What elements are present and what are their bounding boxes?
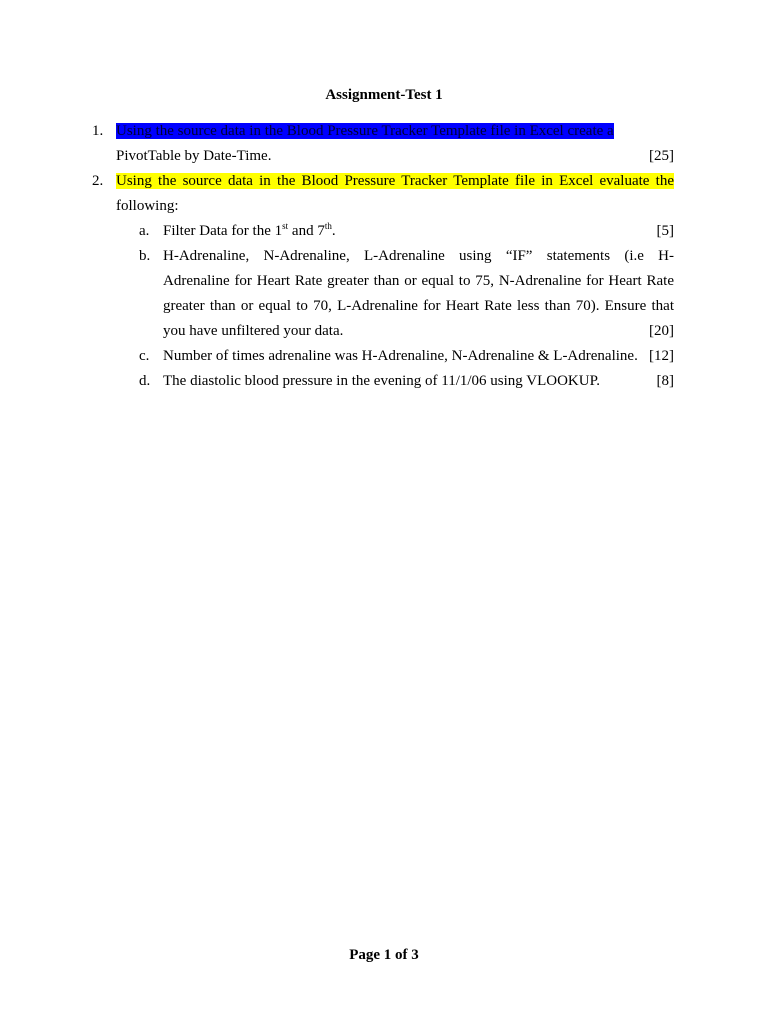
question-2b-line-1: H-Adrenaline, N-Adrenaline, L-Adrenaline using “IF” statements (i.e H-	[163, 248, 674, 264]
question-2c-marks: [12]	[649, 348, 674, 364]
question-2-line-1	[116, 171, 674, 191]
page-footer: Page 1 of 3	[349, 947, 419, 963]
question-2a-marks: [5]	[656, 223, 674, 239]
question-2a-text-part: .	[331, 223, 336, 239]
question-1-line-1	[116, 121, 674, 141]
question-2c-letter: c.	[139, 348, 150, 364]
document-title: Assignment-Test 1	[325, 87, 443, 103]
question-2b-letter: b.	[139, 248, 151, 264]
question-2d-text: The diastolic blood pressure in the evening of 11/1/06 using VLOOKUP.	[163, 373, 601, 389]
question-1-marks: [25]	[649, 148, 674, 164]
question-2b-line-4: you have unfiltered your data.	[163, 323, 344, 339]
superscript-st: st	[282, 221, 289, 231]
question-2b-marks: [20]	[649, 323, 674, 339]
question-2a-text-part: Filter Data for the 1	[163, 223, 283, 239]
question-2a-text	[163, 221, 674, 241]
question-2b-line-3: greater than or equal to 70, L-Adrenaline for Heart Rate less than 70). Ensure that	[163, 298, 674, 314]
question-2-line-2: following:	[116, 198, 179, 214]
question-2d-marks: [8]	[656, 373, 674, 389]
question-2-highlighted-text: Using the source data in the Blood Pressure Tracker Template file in Excel evaluate the	[116, 173, 674, 189]
superscript-th: th	[324, 221, 332, 231]
question-2-number: 2.	[92, 173, 104, 189]
question-1-highlighted-text: Using the source data in the Blood Pressure Tracker Template file in Excel create a	[116, 123, 614, 139]
question-1-line-2: PivotTable by Date-Time.	[116, 148, 272, 164]
question-2d-letter: d.	[139, 373, 151, 389]
question-2b-line-2: Adrenaline for Heart Rate greater than or equal to 75, N-Adrenaline for Heart Rate	[163, 273, 674, 289]
question-2a-text-part: and 7	[288, 223, 325, 239]
question-1-number: 1.	[92, 123, 104, 139]
question-2c-text: Number of times adrenaline was H-Adrenaline, N-Adrenaline & L-Adrenaline.	[163, 348, 638, 364]
question-2a-letter: a.	[139, 223, 150, 239]
